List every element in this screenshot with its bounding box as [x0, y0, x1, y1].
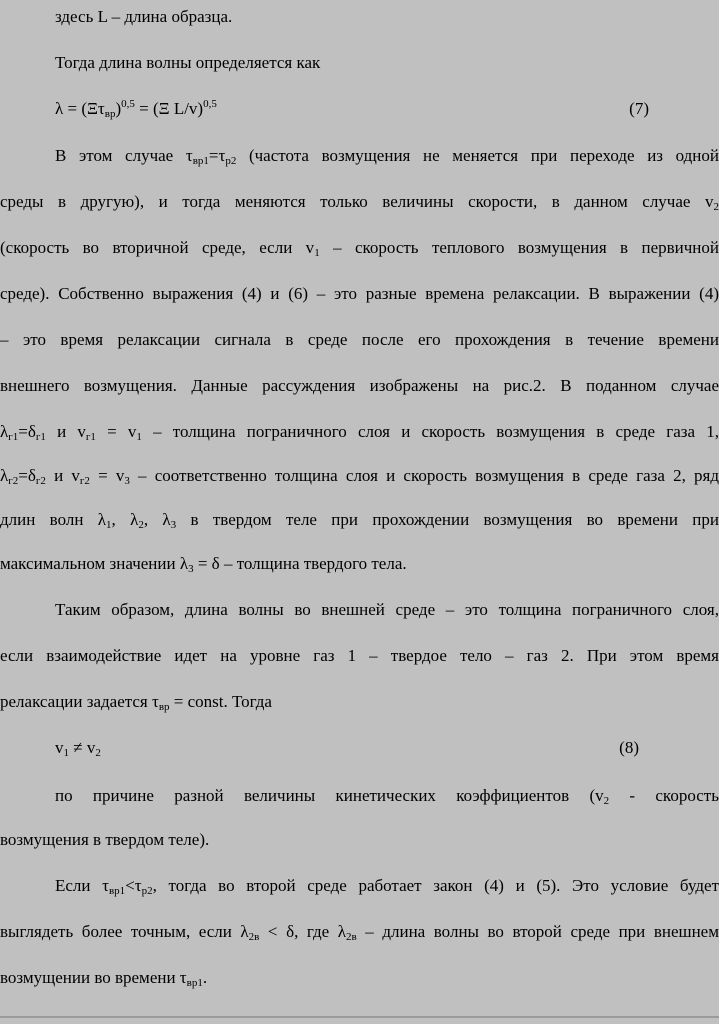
- text-line: среде). Собственно выражения (4) и (6) – это разные времена релаксации. В выражении (4): [0, 284, 719, 303]
- text-line: возмущении во времени $\tau_{вр1}$.: [0, 968, 208, 989]
- text-line: максимальном значении $\lambda_3 = \delta$ – толщина твердого тела.: [0, 554, 407, 575]
- text-line: внешнего возмущения. Данные рассуждения изображены на рис.2. В поданном случае: [0, 376, 719, 395]
- equation-8: $v_1 \ne v_2$ (8): [55, 738, 639, 759]
- equation-number: (8): [619, 738, 639, 757]
- text-line: $\lambda_{г2}=\delta_{г2}$ и $v_{г2} = v_3$ – соответственно толщина слоя и скорость возмущения в среде газа 2, ряд: [0, 466, 719, 487]
- text-line: Если $\tau_{вр1}<\tau_{р2}$, тогда во второй среде работает закон (4) и (5). Это условие будет: [55, 876, 719, 897]
- text-line: – это время релаксации сигнала в среде после его прохождения в течение времени: [0, 330, 719, 349]
- text-line: Тогда длина волны определяется как: [55, 53, 321, 72]
- page-divider: [0, 1016, 719, 1018]
- text-line: выглядеть более точным, если $\lambda_{2в} < \delta$, где $\lambda_{2в}$ – длина волны во второй среде при внешнем: [0, 922, 719, 943]
- text-line: длин волн $\lambda_1$, $\lambda_2$, $\lambda_3$ в твердом теле при прохождении возмущения во времени при: [0, 510, 719, 531]
- equation-number: (7): [629, 99, 649, 118]
- text-line: (скорость во вторичной среде, если $v_1$ – скорость теплового возмущения в первичной: [0, 238, 719, 259]
- text-line: релаксации задается $\tau_{вр}$ = const. Тогда: [0, 692, 272, 713]
- text-line: по причине разной величины кинетических коэффициентов ($v_2$ - скорость: [55, 786, 719, 807]
- text-line: $\lambda_{г1}=\delta_{г1}$ и $v_{г1} = v_1$ – толщина пограничного слоя и скорость возмущения в среде газа 1,: [0, 422, 719, 443]
- text-line: В этом случае $\tau_{вр1}=\tau_{р2}$ (частота возмущения не меняется при переходе из одной: [55, 146, 719, 167]
- text-line: Таким образом, длина волны во внешней среде – это толщина пограничного слоя,: [55, 600, 719, 619]
- text-line: здесь L – длина образца.: [55, 7, 233, 26]
- equation-7: $\lambda = (\Xi\tau_{вр})^{0,5} = (\Xi$ L/v)$^{0,5}$ (7): [55, 98, 649, 120]
- text-line: возмущения в твердом теле).: [0, 830, 210, 849]
- text-line: среды в другую), и тогда меняются только величины скорости, в данном случае $v_2$: [0, 192, 719, 213]
- text-line: если взаимодействие идет на уровне газ 1 – твердое тело – газ 2. При этом время: [0, 646, 719, 665]
